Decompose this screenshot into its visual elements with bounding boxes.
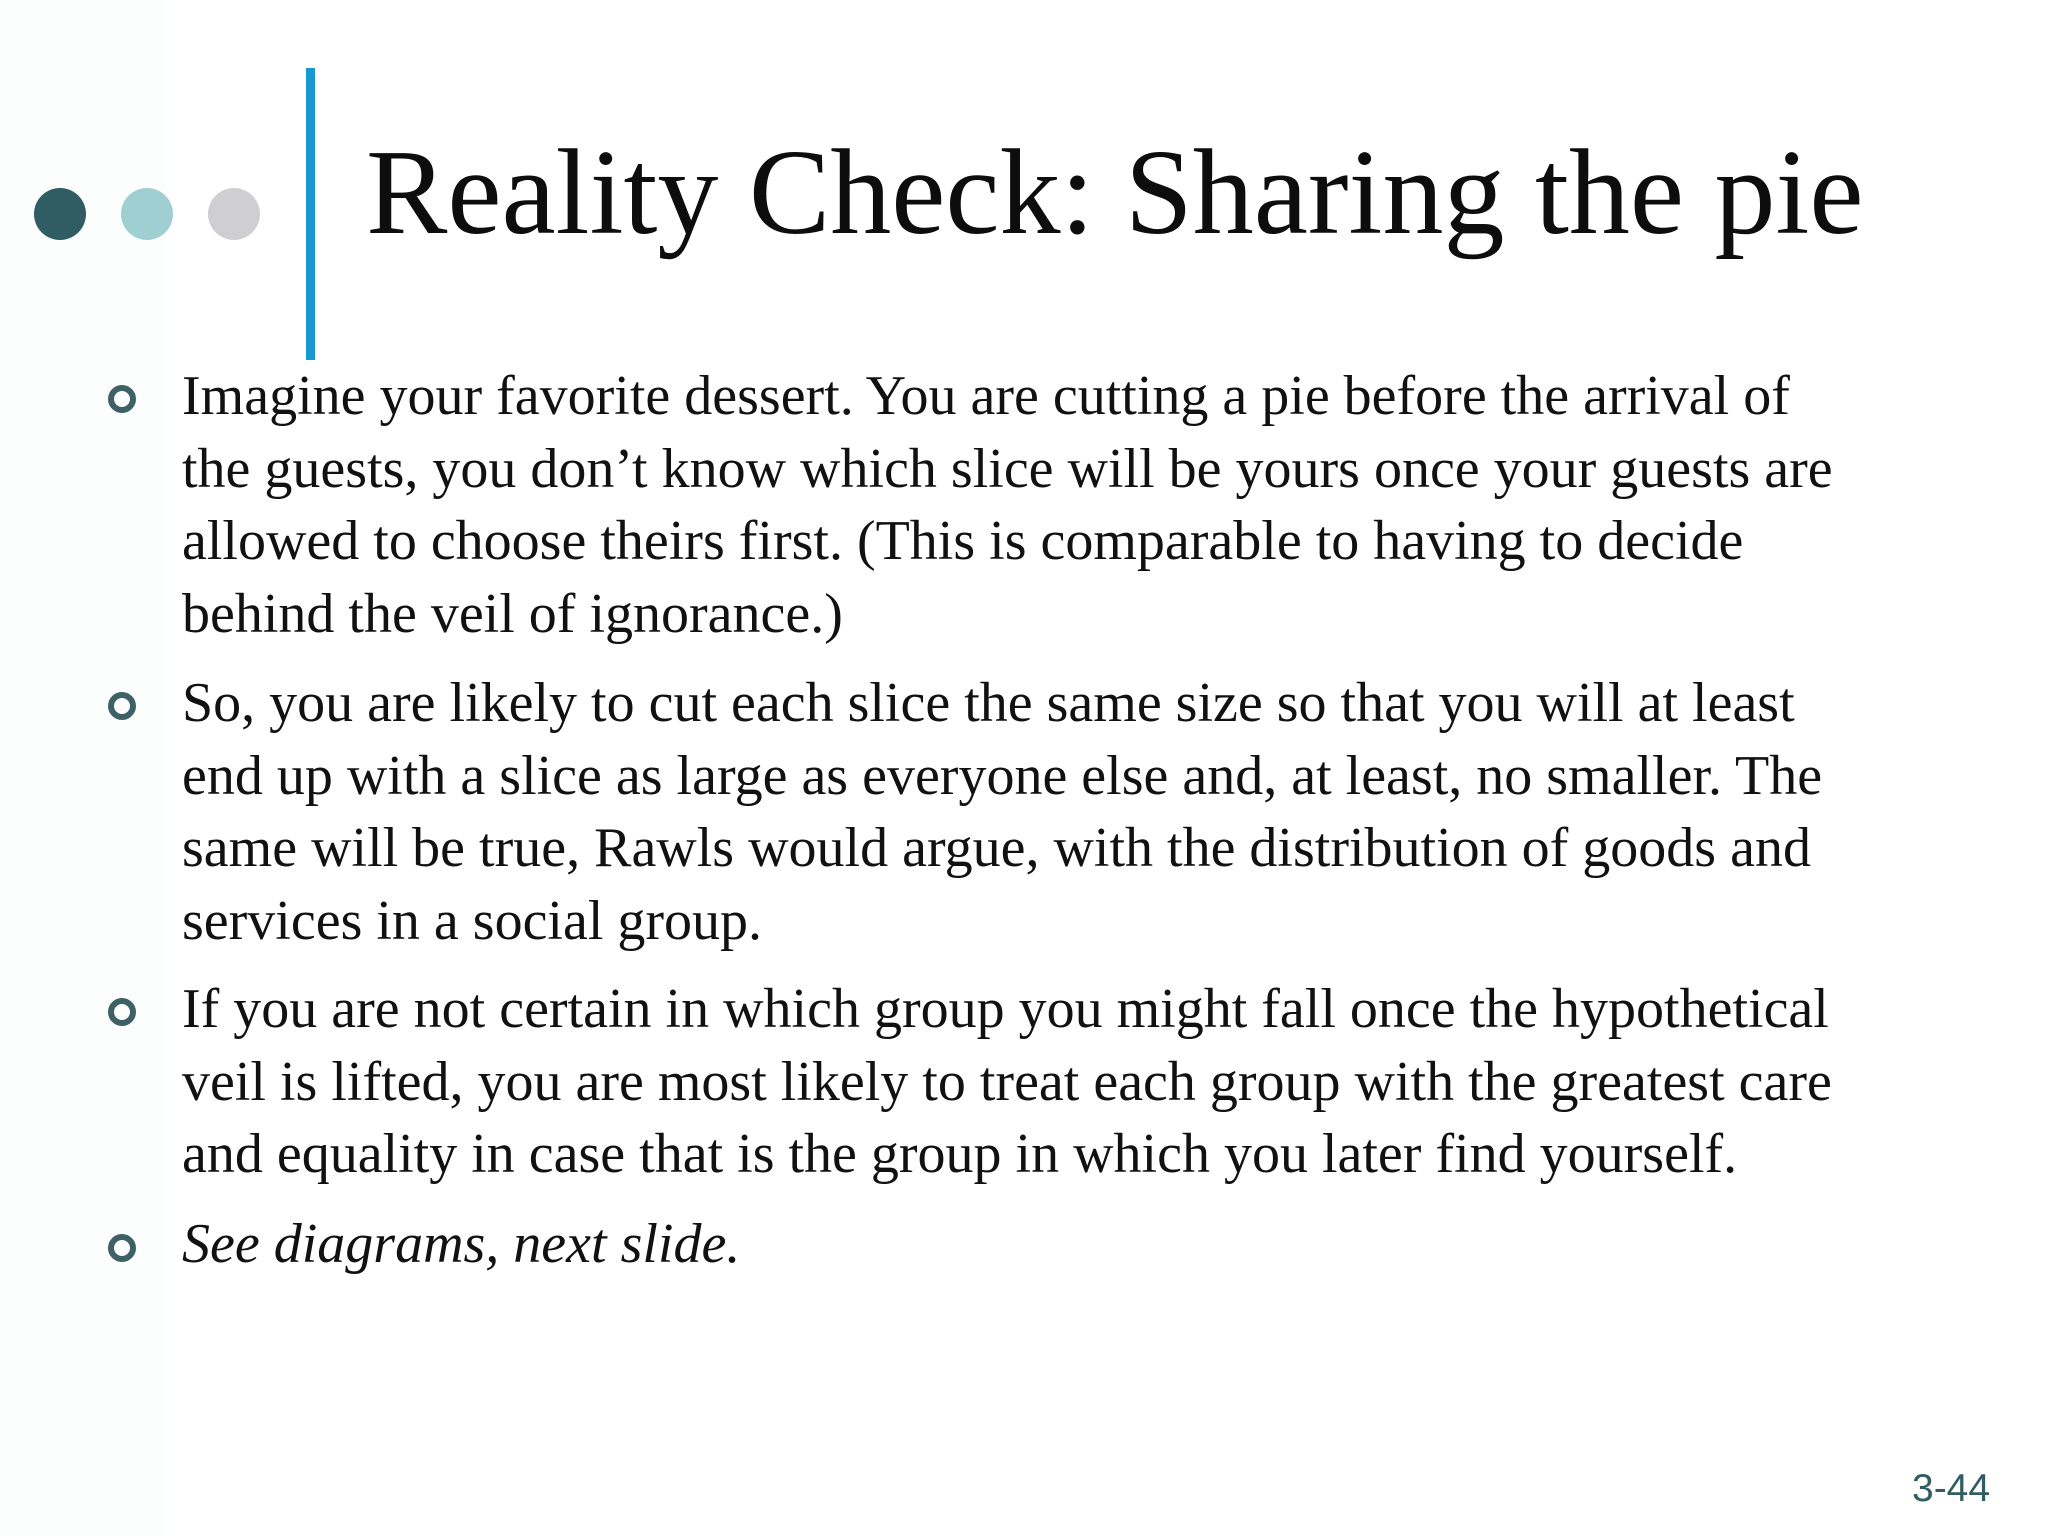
circle-dot-icon-dark: [34, 188, 86, 240]
bullet-line: See diagrams, next slide.: [182, 1213, 741, 1275]
bullet-line: allowed to choose theirs first. (This is comparable to having to decide: [182, 510, 1744, 572]
bullet-text: [182, 1208, 1982, 1281]
ring-bullet-icon: [108, 1234, 136, 1262]
bullet-line: the guests, you don’t know which slice will be yours once your guests are: [182, 437, 1833, 500]
ring-bullet-icon: [108, 998, 136, 1026]
bullet-line: same will be true, Rawls would argue, with the distribution of goods and: [182, 817, 1811, 879]
bullet-line: veil is lifted, you are most likely to treat each group with the greatest care: [182, 1050, 1832, 1113]
slide-number: 3-44: [1912, 1467, 1991, 1510]
bullet-line: So, you are likely to cut each slice the same size so that you will at least: [182, 672, 1795, 734]
bullet-text: [182, 667, 1982, 957]
bullet-line: end up with a slice as large as everyone else and, at least, no smaller. The: [182, 744, 1823, 807]
bullet-text: [182, 360, 1982, 650]
bullet-line: services in a social group.: [182, 889, 763, 952]
bullet-text: [182, 973, 1982, 1191]
title-divider-line: [306, 68, 315, 360]
bullet-line: Imagine your favorite dessert. You are cutting a pie before the arrival of: [182, 365, 1790, 427]
slide-title: Reality Check: Sharing the pie: [366, 125, 1864, 260]
circle-dot-icon-medium: [121, 188, 173, 240]
ring-bullet-icon: [108, 385, 136, 413]
bullet-line: and equality in case that is the group in which you later find yourself.: [182, 1123, 1738, 1185]
bullet-line: behind the veil of ignorance.): [182, 582, 843, 645]
circle-dot-icon-light: [208, 188, 260, 240]
ring-bullet-icon: [108, 692, 136, 720]
bullet-line: If you are not certain in which group you might fall once the hypothetical: [182, 978, 1829, 1040]
